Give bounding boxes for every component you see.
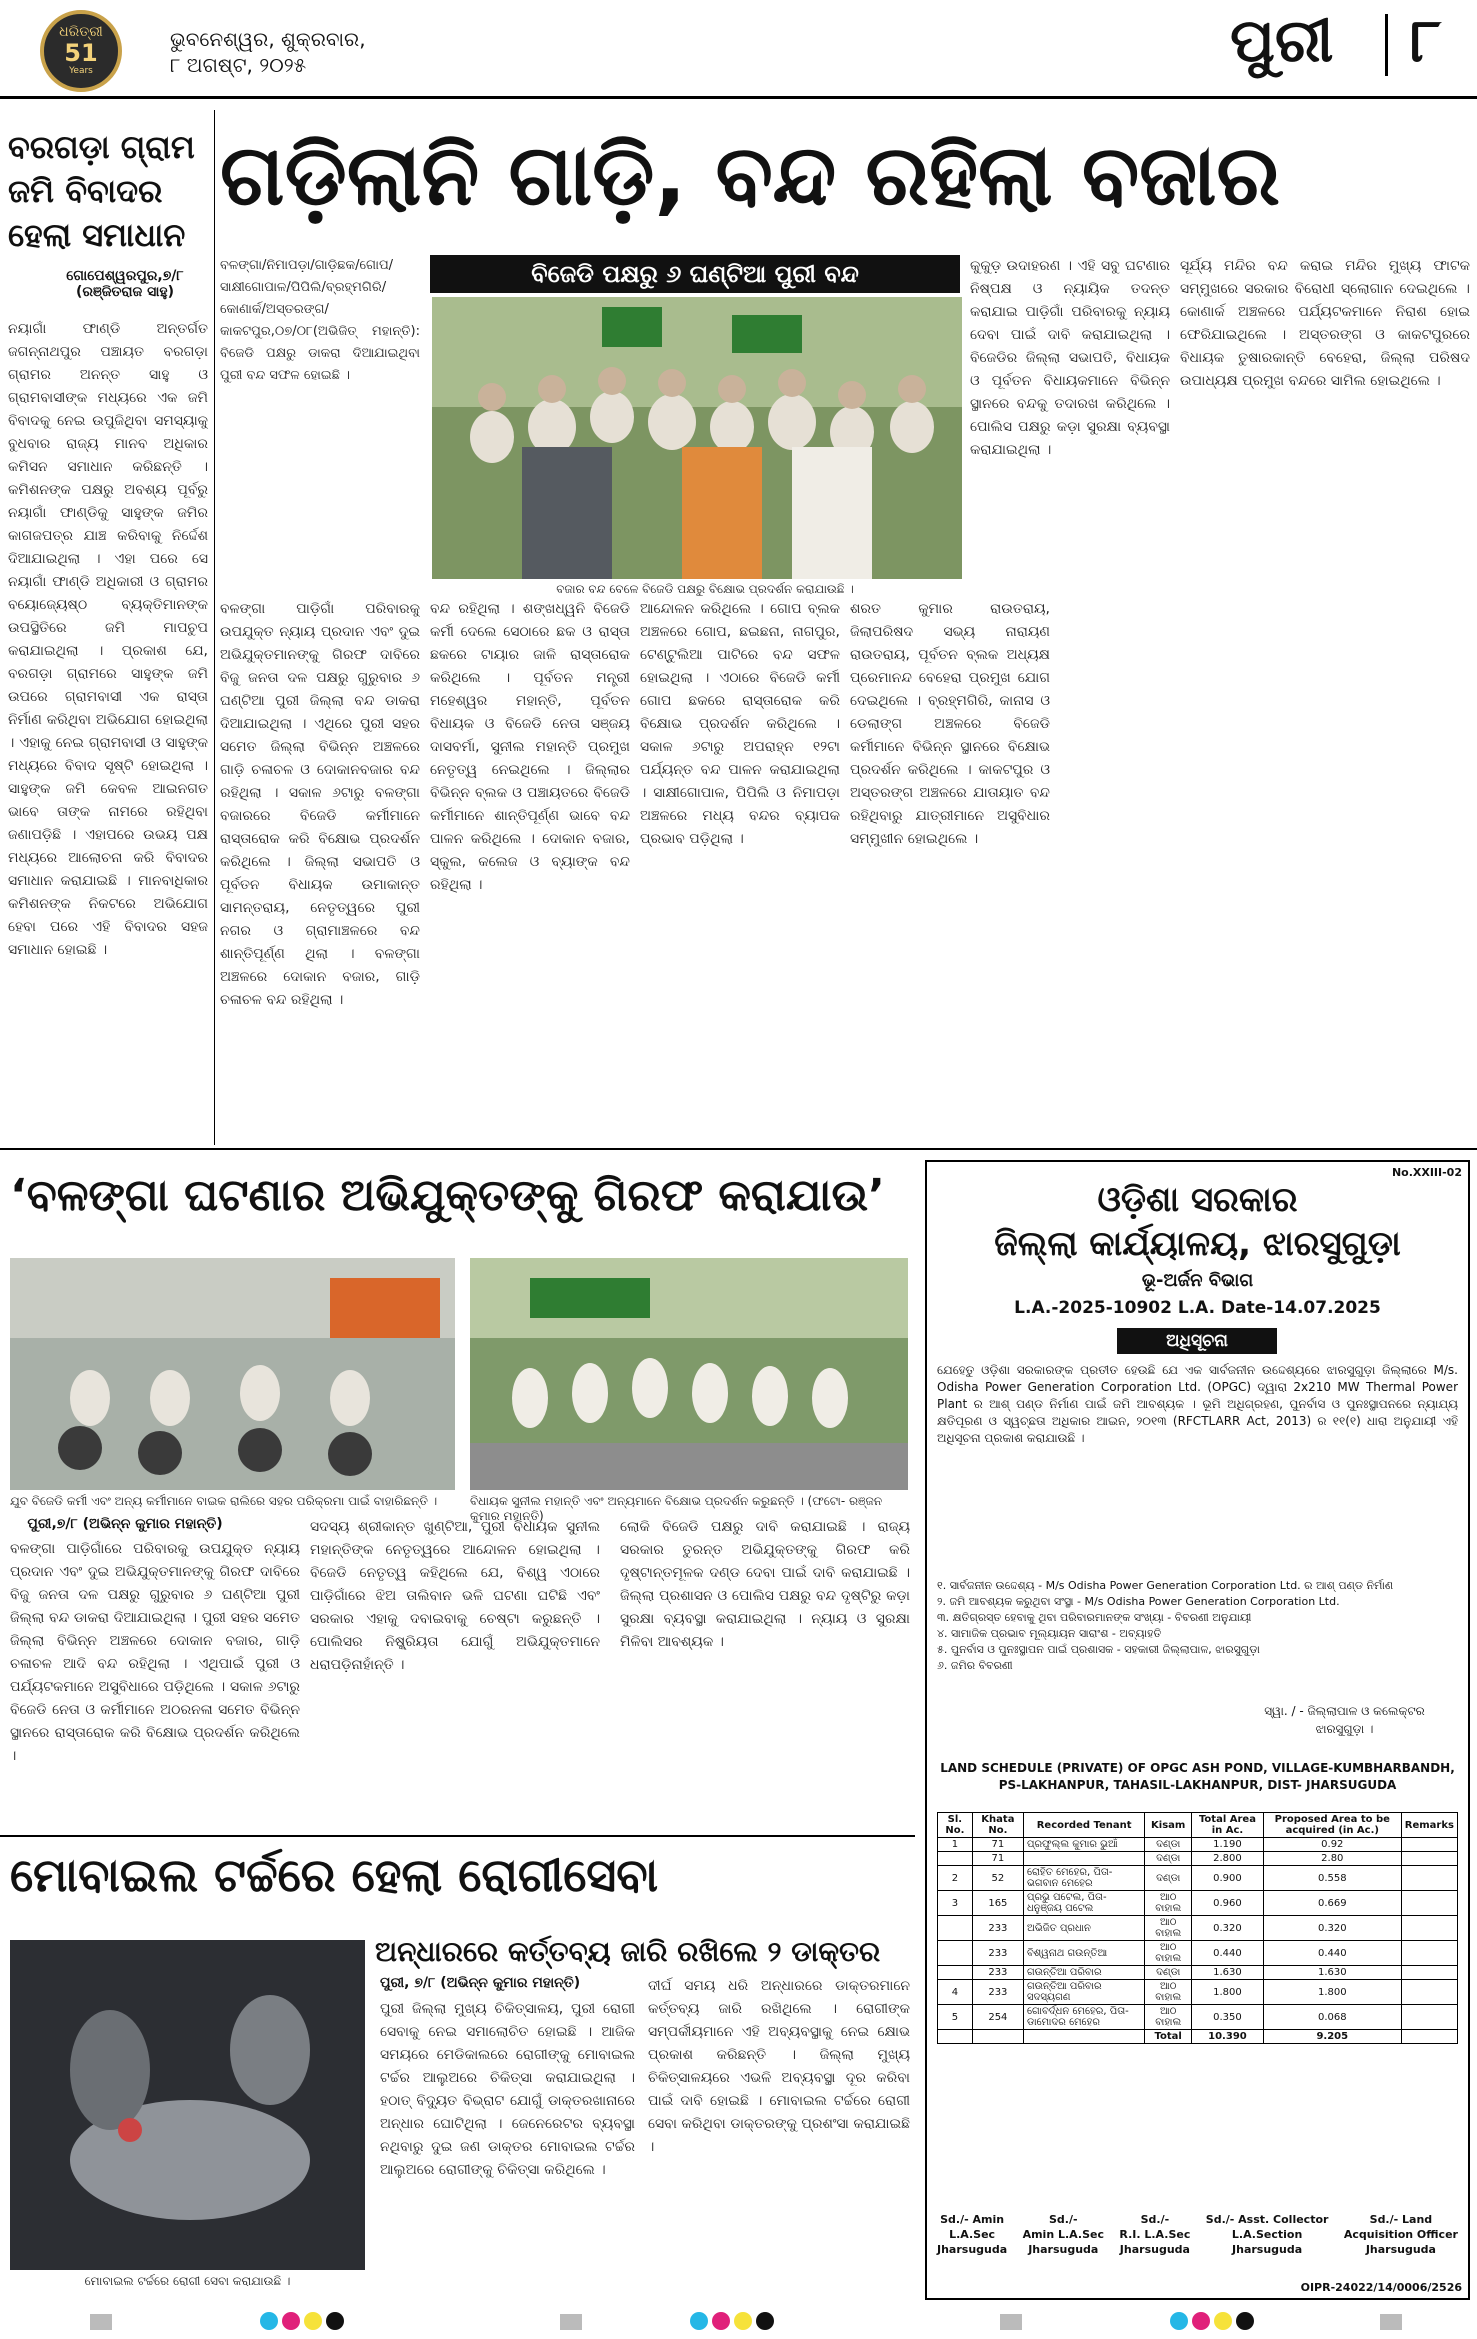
yellow-mark bbox=[304, 2312, 322, 2330]
torch-photo bbox=[10, 1940, 365, 2270]
color-marks bbox=[1170, 2312, 1258, 2334]
print-marks bbox=[0, 2310, 1477, 2334]
col-header: Kisam bbox=[1145, 1813, 1192, 1838]
total-area: 10.390 bbox=[1192, 2030, 1264, 2044]
signatory-line: Sd./- Amin bbox=[940, 2213, 1005, 2226]
schedule-title: LAND SCHEDULE (PRIVATE) OF OPGC ASH POND, VILLAGE-KUMBHARBANDH, PS-LAKHANPUR, TAHASIL-LAKHANPUR, DIST- JHARSUGUDA bbox=[940, 1761, 1455, 1792]
table-cell bbox=[1401, 1916, 1457, 1941]
table-row bbox=[938, 1916, 1458, 1941]
table-cell: 3 bbox=[938, 1891, 973, 1916]
protest-scene bbox=[470, 1258, 908, 1490]
table-cell: ରୋହିତ ମେହେର, ପିତା- ଭଗବାନ ମେହେର bbox=[1023, 1866, 1144, 1891]
table-cell: 0.960 bbox=[1192, 1891, 1264, 1916]
magenta-mark bbox=[1192, 2312, 1210, 2330]
table-cell: ଗୋବର୍ଦ୍ଧନ ମେହେର, ପିତା- ଡାମୋଦର ମେହେର bbox=[1023, 2005, 1144, 2030]
ad-signature bbox=[1227, 1702, 1462, 1738]
table-cell: ଦଣ୍ଡା bbox=[1145, 1866, 1192, 1891]
ad-item: ୨. ଜମି ଆବଶ୍ୟକ କରୁଥିବା ସଂସ୍ଥା - M/s Odisha Power Generation Corporation Ltd. bbox=[937, 1595, 1340, 1608]
total-label: Total bbox=[1145, 2030, 1192, 2044]
column-rule bbox=[214, 110, 215, 1145]
table-cell: 233 bbox=[972, 1966, 1023, 1980]
table-cell bbox=[1401, 1866, 1457, 1891]
cyan-mark bbox=[1170, 2312, 1188, 2330]
masthead bbox=[0, 0, 1477, 96]
signatory-line: Jharsuguda bbox=[1028, 2243, 1099, 2256]
balanga-photo-left bbox=[10, 1258, 455, 1490]
table-cell bbox=[1401, 1852, 1457, 1866]
ad-item: ୬. ଜମିର ବିବରଣୀ bbox=[937, 1659, 1013, 1672]
table-row bbox=[938, 1980, 1458, 2005]
table-cell: 233 bbox=[972, 1916, 1023, 1941]
table-cell bbox=[1023, 1852, 1144, 1866]
table-cell: ଆଠ ବାହାଲ bbox=[1145, 2005, 1192, 2030]
balanga-photo-right bbox=[470, 1258, 908, 1490]
signatory-line: L.A.Section bbox=[1231, 2228, 1303, 2241]
torch-subhead: ଅନ୍ଧାରରେ କର୍ତ୍ତବ୍ୟ ଜାରି ରଖିଲେ ୨ ଡାକ୍ତର bbox=[375, 1935, 881, 1968]
table-cell: ଦଣ୍ଡା bbox=[1145, 1966, 1192, 1980]
signatories bbox=[937, 2212, 1458, 2257]
table-row bbox=[938, 1966, 1458, 1980]
yellow-mark bbox=[1214, 2312, 1232, 2330]
table-cell: 165 bbox=[972, 1891, 1023, 1916]
signatory-line: R.I. L.A.Sec bbox=[1119, 2228, 1191, 2241]
table-cell bbox=[938, 1916, 973, 1941]
ad-dept: ଭୂ-ଅର୍ଜନ ବିଭାଗ bbox=[1141, 1270, 1254, 1291]
color-marks bbox=[260, 2312, 348, 2334]
ad-sign-name: ସ୍ୱା. / - ଜିଲ୍ଲାପାଳ ଓ କଲେକ୍ଟର bbox=[1264, 1704, 1425, 1718]
date-line-2: ୮ ଅଗଷ୍ଟ, ୨୦୨୫ bbox=[170, 53, 307, 77]
table-cell: ବିଶ୍ୱନାଥ ଗଉନ୍ତିଆ bbox=[1023, 1941, 1144, 1966]
table-cell: ଦଣ୍ଡା bbox=[1145, 1838, 1192, 1852]
ad-code: No.XXIII-02 bbox=[1391, 1166, 1462, 1179]
lead-intro: ବଳଙ୍ଗା/ନିମାପଡ଼ା/ଗାଡ଼ିଛକ/ଗୋପ/ସାକ୍ଷୀଗୋପାଳ/ପିପିଲି/ବ୍ରହ୍ମଗିରି/କୋଣାର୍କ/ଅସ୍ତରଙ୍ଗ/କାକଟପୁର,୦୭/୦୮(ଅଭିଜିତ୍ ମହାନ୍ତି): ବିଜେଡି ପକ୍ଷରୁ ଡାକରା ଦିଆଯାଇଥିବା ପୁରୀ ବନ୍ଦ ସଫଳ ହୋଇଛି । bbox=[220, 258, 420, 383]
yellow-mark bbox=[734, 2312, 752, 2330]
table-cell: ପ୍ରଭୁ ପଟେଲ, ପିତା- ଧନୁଞ୍ଜୟ ପଟେଲ bbox=[1023, 1891, 1144, 1916]
table-cell: 0.558 bbox=[1263, 1866, 1401, 1891]
lead-headline: ଗଡ଼ିଲାନି ଗାଡ଼ି, ବନ୍ଦ ରହିଲା ବଜାର bbox=[220, 126, 1281, 224]
table-cell: 52 bbox=[972, 1866, 1023, 1891]
total-proposed: 9.205 bbox=[1263, 2030, 1401, 2044]
table-cell: 1.630 bbox=[1263, 1966, 1401, 1980]
table-cell: ଆଠ ବାହାଲ bbox=[1145, 1916, 1192, 1941]
table-cell: 2.800 bbox=[1192, 1852, 1264, 1866]
signatory bbox=[1206, 2212, 1329, 2257]
logo-years-label: Years bbox=[69, 66, 93, 76]
black-mark bbox=[326, 2312, 344, 2330]
black-mark bbox=[756, 2312, 774, 2330]
torch-byline: ପୁରୀ, ୭/୮ (ଅଭିନ୍ନ କୁମାର ମହାନ୍ତି) bbox=[380, 1975, 581, 1991]
section-title: ପୁରୀ bbox=[1230, 6, 1334, 76]
land-schedule-table bbox=[937, 1812, 1458, 2044]
black-mark bbox=[1236, 2312, 1254, 2330]
left-story-byline: ଗୋପେଶ୍ୱରପୁର,୭/୮ (ରଞ୍ଜିତରାଜ ସାହୁ) bbox=[66, 268, 184, 300]
col-header: Proposed Area to be acquired (in Ac.) bbox=[1263, 1813, 1401, 1838]
hospital-scene bbox=[10, 1940, 365, 2270]
signatory bbox=[1023, 2212, 1104, 2257]
col-header: Total Area in Ac. bbox=[1192, 1813, 1264, 1838]
gray-bar bbox=[1380, 2314, 1402, 2330]
signatory-line: Jharsuguda bbox=[1119, 2243, 1190, 2256]
lead-col-5: କୁକୁଡ଼ ଉଦାହରଣ । ଏହି ସବୁ ଘଟଣାର ନିଷ୍ପକ୍ଷ ଓ ନ୍ୟାୟିକ ତଦନ୍ତ କରାଯାଇ ପାଡ଼ିଗାଁ ପରିବାରକୁ ନ୍ୟାୟ ଦେବା ପାଇଁ ଦାବି କରାଯାଇଥିଲା । ବିଜେଡିର ଜିଲ୍ଲା ସଭାପତି, ବିଧାୟକ ଓ ପୂର୍ବତନ ବିଧାୟକମାନେ ବିଭିନ୍ନ ସ୍ଥାନରେ ବନ୍ଦକୁ ତଦାରଖ କରିଥିଲେ । ପୋଲିସ ପକ୍ଷରୁ କଡ଼ା ସୁରକ୍ଷା ବ୍ୟବସ୍ଥା କରାଯାଇଥିଲା । bbox=[970, 258, 1170, 458]
ad-ref: L.A.-2025-10902 L.A. Date-14.07.2025 bbox=[1014, 1298, 1381, 1318]
signatory bbox=[1344, 2212, 1458, 2257]
table-cell: ଦଣ୍ଡା bbox=[1145, 1852, 1192, 1866]
table-cell bbox=[1401, 1891, 1457, 1916]
color-marks bbox=[690, 2312, 778, 2334]
signatory-line: Sd./- Asst. Collector bbox=[1205, 2213, 1329, 2226]
table-cell: 0.669 bbox=[1263, 1891, 1401, 1916]
ad-govt: ଓଡ଼ିଶା ସରକାର bbox=[1097, 1180, 1298, 1220]
table-row bbox=[938, 1838, 1458, 1852]
col-header: Sl. No. bbox=[938, 1813, 973, 1838]
land-schedule bbox=[937, 1812, 1458, 2044]
ad-item: ୩. କ୍ଷତିଗ୍ରସ୍ତ ହେବାକୁ ଥିବା ପରିବାରମାନଙ୍କ ସଂଖ୍ୟା - ବିବରଣୀ ଅନୁଯାୟୀ bbox=[937, 1611, 1252, 1624]
table-cell: ଆଠ ବାହାଲ bbox=[1145, 1980, 1192, 2005]
table-cell: 1 bbox=[938, 1838, 973, 1852]
ad-notice-label: ଅଧିସୂଚନା bbox=[1117, 1328, 1277, 1354]
balanga-headline: ‘ବଳଙ୍ଗା ଘଟଣାର ଅଭିଯୁକ୍ତଙ୍କୁ ଗିରଫ କରାଯାଉ’ bbox=[10, 1170, 885, 1221]
torch-col-1: ପୁରୀ ଜିଲ୍ଲା ମୁଖ୍ୟ ଚିକିତ୍ସାଳୟ, ପୁରୀ ରୋଗୀ ସେବାକୁ ନେଇ ସମାଲୋଚିତ ହୋଇଛି । ଆଜିକ ସମୟରେ ମେଡିକାଲରେ ରୋଗୀଙ୍କୁ ମୋବାଇଲ ଟର୍ଚ୍ଚର ଆଲୁଅରେ ଚିକିତ୍ସା କରାଯାଇଥିଲା । ହଠାତ୍ ବିଦ୍ୟୁତ ବିଭ୍ରାଟ ଯୋଗୁଁ ଡାକ୍ତରଖାନାରେ ଅନ୍ଧାର ଘୋଟିଥିଲା । ଜେନେରେଟର ବ୍ୟବସ୍ଥା ନଥିବାରୁ ଦୁଇ ଜଣ ଡାକ୍ତର ମୋବାଇଲ ଟର୍ଚ୍ଚର ଆଲୁଅରେ ରୋଗୀଙ୍କୁ ଚିକିତ୍ସା କରିଥିଲେ । bbox=[380, 2001, 635, 2178]
table-cell: 71 bbox=[972, 1852, 1023, 1866]
lead-col-1: ବଳଙ୍ଗା ପାଡ଼ିଗାଁ ପରିବାରକୁ ଉପଯୁକ୍ତ ନ୍ୟାୟ ପ୍ରଦାନ ଏବଂ ଦୁଇ ଅଭିଯୁକ୍ତମାନଙ୍କୁ ଗିରଫ ଦାବିରେ ବିଜୁ ଜନତା ଦଳ ପକ୍ଷରୁ ଗୁରୁବାର ୬ ଘଣ୍ଟିଆ ପୁରୀ ଜିଲ୍ଲା ବନ୍ଦ ଡାକରା ଦିଆଯାଇଥିଲା । ଏଥିରେ ପୁରୀ ସହର ସମେତ ଜିଲ୍ଲା ବିଭିନ୍ନ ଅଞ୍ଚଳରେ ଗାଡ଼ି ଚଳାଚଳ ଓ ଦୋକାନବଜାର ବନ୍ଦ ରହିଥିଲା । ସକାଳ ୬ଟାରୁ ବଳଙ୍ଗା ବଜାରରେ ବିଜେଡି କର୍ମୀମାନେ ରାସ୍ତାରୋକ କରି ବିକ୍ଷୋଭ ପ୍ରଦର୍ଶନ କରିଥିଲେ । ଜିଲ୍ଲା ସଭାପତି ଓ ପୂର୍ବତନ ବିଧାୟକ ଉମାକାନ୍ତ ସାମନ୍ତରାୟ, ନେତୃତ୍ୱରେ ପୁରୀ ନଗର ଓ ଗ୍ରାମାଞ୍ଚଳରେ ବନ୍ଦ ଶାନ୍ତିପୂର୍ଣ୍ଣ ଥିଲା । ବଳଙ୍ଗା ଅଞ୍ଚଳରେ ଦୋକାନ ବଜାର, ଗାଡ଼ି ଚଳାଚଳ ବନ୍ଦ ରହିଥିଲା । bbox=[220, 601, 420, 1008]
table-cell: 0.350 bbox=[1192, 2005, 1264, 2030]
lead-band: ବିଜେଡି ପକ୍ଷରୁ ୬ ଘଣ୍ଟିଆ ପୁରୀ ବନ୍ଦ bbox=[430, 255, 960, 293]
signatory-line: Amin L.A.Sec bbox=[1022, 2228, 1104, 2241]
signatory bbox=[937, 2212, 1007, 2257]
table-cell: 71 bbox=[972, 1838, 1023, 1852]
table-cell bbox=[938, 1852, 973, 1866]
table-cell: 0.92 bbox=[1263, 1838, 1401, 1852]
signatory-line: Jharsuguda bbox=[937, 2243, 1008, 2256]
signatory bbox=[1119, 2212, 1190, 2257]
table-cell bbox=[1401, 1941, 1457, 1966]
table-cell: 0.900 bbox=[1192, 1866, 1264, 1891]
table-row bbox=[938, 2005, 1458, 2030]
table-cell: 0.440 bbox=[1192, 1941, 1264, 1966]
col-header: Remarks bbox=[1401, 1813, 1457, 1838]
table-cell: 2 bbox=[938, 1866, 973, 1891]
table-row bbox=[938, 1941, 1458, 1966]
table-cell: ଆଠ ବାହାଲ bbox=[1145, 1891, 1192, 1916]
table-cell: 1.800 bbox=[1263, 1980, 1401, 2005]
table-cell bbox=[1401, 2005, 1457, 2030]
table-cell bbox=[938, 1941, 973, 1966]
table-cell: 5 bbox=[938, 2005, 973, 2030]
section-rule-2 bbox=[0, 1835, 915, 1837]
balanga-col-3: ଲୋକି ବିଜେଡି ପକ୍ଷରୁ ଦାବି କରାଯାଇଛି । ରାଜ୍ୟ ସରକାର ତୁରନ୍ତ ଅଭିଯୁକ୍ତଙ୍କୁ ଗିରଫ କରି ଦୃଷ୍ଟାନ୍ତମୂଳକ ଦଣ୍ଡ ଦେବା ପାଇଁ ଦାବି କରାଯାଇଛି । ଜିଲ୍ଲା ପ୍ରଶାସନ ଓ ପୋଲିସ ପକ୍ଷରୁ ବନ୍ଦ ଦୃଷ୍ଟିରୁ କଡ଼ା ସୁରକ୍ଷା ବ୍ୟବସ୍ଥା କରାଯାଇଥିଲା । ନ୍ୟାୟ ଓ ସୁରକ୍ଷା ମିଳିବା ଆବଶ୍ୟକ । bbox=[620, 1519, 910, 1650]
page-number: ୮ bbox=[1410, 6, 1442, 76]
table-cell: 0.320 bbox=[1192, 1916, 1264, 1941]
table-cell: ଆଠ ବାହାଲ bbox=[1145, 1941, 1192, 1966]
lead-col-4: ଶରତ କୁମାର ରାଉତରାୟ, ଜିଲାପରିଷଦ ସଭ୍ୟ ନାରାୟଣ ରାଉତରାୟ, ପୂର୍ବତନ ବ୍ଲକ ଅଧ୍ୟକ୍ଷ ପ୍ରେମାନନ୍ଦ ବେହେରା ପ୍ରମୁଖ ଯୋଗ ଦେଇଥିଲେ । ବ୍ରହ୍ମଗିରି, କାନାସ ଓ ଡେଲାଙ୍ଗ ଅଞ୍ଚଳରେ ବିଜେଡି କର୍ମୀମାନେ ବିଭିନ୍ନ ସ୍ଥାନରେ ବିକ୍ଷୋଭ ପ୍ରଦର୍ଶନ କରିଥିଲେ । କାକଟପୁର ଓ ଅସ୍ତରଙ୍ଗ ଅଞ୍ଚଳରେ ଯାତାୟାତ ବନ୍ଦ ରହିଥିବାରୁ ଯାତ୍ରୀମାନେ ଅସୁବିଧାର ସମ୍ମୁଖୀନ ହୋଇଥିଲେ । bbox=[850, 601, 1050, 847]
lead-photo-scene bbox=[432, 297, 962, 579]
lead-col-2: ବନ୍ଦ ରହିଥିଲା । ଶଙ୍ଖଧ୍ୱନି ବିଜେଡି କର୍ମୀ ଦେଲେ ସେଠାରେ ଛକ ଓ ରାସ୍ତା ଛକରେ ଟାୟାର ଜାଳି ରାସ୍ତାରୋକ କରିଥିଲେ । ପୂର୍ବତନ ମନ୍ତ୍ରୀ ମହେଶ୍ୱର ମହାନ୍ତି, ପୂର୍ବତନ ବିଧାୟକ ଓ ବିଜେଡି ନେତା ସଞ୍ଜୟ ଦାସବର୍ମା, ସୁନୀଲ ମହାନ୍ତି ପ୍ରମୁଖ ନେତୃତ୍ୱ ନେଇଥିଲେ । ଜିଲ୍ଲାର ବିଭିନ୍ନ ବ୍ଲକ ଓ ପଞ୍ଚାୟତରେ ବିଜେଡି କର୍ମୀମାନେ ଶାନ୍ତିପୂର୍ଣ୍ଣ ଭାବେ ବନ୍ଦ ପାଳନ କରିଥିଲେ । ଦୋକାନ ବଜାର, ସ୍କୁଲ, କଲେଜ ଓ ବ୍ୟାଙ୍କ ବନ୍ଦ ରହିଥିଲା । bbox=[430, 601, 630, 893]
torch-headline: ମୋବାଇଲ ଟର୍ଚ୍ଚରେ ହେଲା ରୋଗୀସେବା bbox=[10, 1848, 659, 1902]
balanga-caption-left: ଯୁବ ବିଜେଡି କର୍ମୀ ଏବଂ ଅନ୍ୟ କର୍ମୀମାନେ ବାଇକ ରାଲିରେ ସହର ପରିକ୍ରମା ପାଇଁ ବାହାରିଛନ୍ତି । bbox=[10, 1494, 438, 1508]
lead-photo-caption: ବଜାର ବନ୍ଦ ବେଳେ ବିଜେଡି ପକ୍ଷରୁ ବିକ୍ଷୋଭ ପ୍ରଦର୍ଶନ କରାଯାଉଛି । bbox=[556, 582, 854, 596]
ad-item: ୫. ପୁନର୍ବାସ ଓ ପୁନଃସ୍ଥାପନ ପାଇଁ ପ୍ରଶାସକ - ସହକାରୀ ଜିଲ୍ଲାପାଳ, ଝାରସୁଗୁଡ଼ା bbox=[937, 1643, 1260, 1656]
signatory-line: L.A.Sec bbox=[949, 2228, 996, 2241]
magenta-mark bbox=[282, 2312, 300, 2330]
signatory-line: Jharsuguda bbox=[1365, 2243, 1436, 2256]
table-cell: 2.80 bbox=[1263, 1852, 1401, 1866]
torch-photo-caption: ମୋବାଇଲ ଟର୍ଚ୍ଚରେ ରୋଗୀ ସେବା କରାଯାଉଛି । bbox=[84, 2274, 291, 2288]
gray-bar bbox=[90, 2314, 112, 2330]
table-cell: ଗଉନ୍ତିଆ ପରିବାର ସଦସ୍ୟଗଣ bbox=[1023, 1980, 1144, 2005]
signatory-line: Sd./- bbox=[1049, 2213, 1078, 2226]
table-cell: 4 bbox=[938, 1980, 973, 2005]
table-row bbox=[938, 1866, 1458, 1891]
dateline bbox=[170, 26, 366, 78]
signatory-line: Acquisition Officer bbox=[1343, 2228, 1458, 2241]
logo-years: 51 bbox=[64, 39, 98, 67]
gray-bar bbox=[1000, 2314, 1022, 2330]
table-cell bbox=[938, 1966, 973, 1980]
table-cell: ଗଉନ୍ତିଆ ପରିବାର bbox=[1023, 1966, 1144, 1980]
cyan-mark bbox=[260, 2312, 278, 2330]
signatory-line: Sd./- bbox=[1140, 2213, 1170, 2226]
signatory-line: Jharsuguda bbox=[1232, 2243, 1303, 2256]
col-header: Khata No. bbox=[972, 1813, 1023, 1838]
ad-paragraph: ଯେହେତୁ ଓଡ଼ିଶା ସରକାରଙ୍କ ପ୍ରତୀତ ହେଉଛି ଯେ ଏକ ସାର୍ବଜନୀନ ଉଦ୍ଦେଶ୍ୟରେ ଝାରସୁଗୁଡ଼ା ଜିଲ୍ଲାରେ M/s. Odisha Power Generation Corporation Ltd. (OPGC) ଦ୍ୱାରା 2x210 MW Thermal Power Plant ର ଆଶ୍ ପଣ୍ଡ ନିର୍ମାଣ ପାଇଁ ଜମି ଆବଶ୍ୟକ । ଭୂମି ଅଧିଗ୍ରହଣ, ପୁନର୍ବାସ ଓ ପୁନଃସ୍ଥାପନରେ ନ୍ୟାଯ୍ୟ କ୍ଷତିପୂରଣ ଓ ସ୍ୱଚ୍ଛତା ଅଧିକାର ଆଇନ, ୨୦୧୩ (RFCTLARR Act, 2013) ର ୧୧(୧) ଧାରା ଅନୁଯାୟୀ ଏହି ଅଧିସୂଚନା ପ୍ରକାଶ କରାଯାଉଛି । bbox=[937, 1363, 1458, 1445]
logo bbox=[40, 10, 122, 92]
magenta-mark bbox=[712, 2312, 730, 2330]
table-cell bbox=[1401, 1838, 1457, 1852]
lead-col-6: ସୂର୍ଯ୍ୟ ମନ୍ଦିର ବନ୍ଦ କରାଇ ମନ୍ଦିର ମୁଖ୍ୟ ଫାଟକ ସମ୍ମୁଖରେ ସରକାର ବିରୋଧୀ ସ୍ଲୋଗାନ ଦେଇଥିଲେ । କୋଣାର୍କ ଅଞ୍ଚଳରେ ପର୍ଯ୍ୟଟକମାନେ ନିରାଶ ହୋଇ ଫେରିଯାଇଥିଲେ । ଅସ୍ତରଙ୍ଗ ଓ କାକଟପୁରରେ ବିଧାୟକ ତୁଷାରକାନ୍ତି ବେହେରା, ଜିଲ୍ଲା ପରିଷଦ ଉପାଧ୍ୟକ୍ଷ ପ୍ରମୁଖ ବନ୍ଦରେ ସାମିଲ ହୋଇଥିଲେ । bbox=[1180, 258, 1470, 389]
lead-photo bbox=[432, 297, 962, 579]
gray-bar bbox=[560, 2314, 582, 2330]
balanga-col-2: ସଦସ୍ୟ ଶ୍ରୀକାନ୍ତ ଖୁଣ୍ଟିଆ, ପୁରୀ ବିଧାୟକ ସୁନୀଲ ମହାନ୍ତିଙ୍କ ନେତୃତ୍ୱରେ ଆନ୍ଦୋଳନ ହୋଇଥିଲା । ବିଜେଡି ନେତୃତ୍ୱ କହିଥିଲେ ଯେ, ବିଶ୍ୱ ଏଠାରେ ପାଡ଼ିଗାଁରେ ଝିଅ ତାଲିବାନ ଭଳି ଘଟଣା ଘଟିଛି ଏବଂ ସରକାର ଏହାକୁ ଦବାଇବାକୁ ଚେଷ୍ଟା କରୁଛନ୍ତି । ପୋଲିସର ନିଷ୍କ୍ରିୟତା ଯୋଗୁଁ ଅଭିଯୁକ୍ତମାନେ ଧରାପଡ଼ିନାହାଁନ୍ତି । bbox=[310, 1519, 600, 1673]
ad-item: ୪. ସାମାଜିକ ପ୍ରଭାବ ମୂଲ୍ୟାୟନ ସାରାଂଶ - ଅବ୍ୟାହତି bbox=[937, 1627, 1162, 1640]
cyan-mark bbox=[690, 2312, 708, 2330]
lead-col-3: ଆନ୍ଦୋଳନ କରିଥିଲେ । ଗୋପ ବ୍ଲକ ଅଞ୍ଚଳରେ ଗୋପ, ଛଇଛନା, ନାଗପୁର, ଟେଣ୍ଟୁଲିଆ ପାଟିରେ ବନ୍ଦ ସଫଳ ହୋଇଥିଲା । ଏଠାରେ ବିଜେଡି କର୍ମୀ ଗୋପ ଛକରେ ରାସ୍ତାରୋକ କରି ବିକ୍ଷୋଭ ପ୍ରଦର୍ଶନ କରିଥିଲେ । ସକାଳ ୬ଟାରୁ ଅପରାହ୍ନ ୧୨ଟା ପର୍ଯ୍ୟନ୍ତ ବନ୍ଦ ପାଳନ କରାଯାଇଥିଲା । ସାକ୍ଷୀଗୋପାଳ, ପିପିଲି ଓ ନିମାପଡ଼ା ଅଞ୍ଚଳରେ ମଧ୍ୟ ବନ୍ଦର ବ୍ୟାପକ ପ୍ରଭାବ ପଡ଼ିଥିଲା । bbox=[640, 601, 840, 847]
table-cell: 233 bbox=[972, 1980, 1023, 2005]
table-cell: 0.068 bbox=[1263, 2005, 1401, 2030]
ad-items bbox=[937, 1578, 1458, 1674]
table-cell bbox=[1401, 1966, 1457, 1980]
date-line-1: ଭୁବନେଶ୍ୱର, ଶୁକ୍ରବାର, bbox=[170, 27, 366, 51]
section-divider bbox=[1385, 14, 1388, 76]
table-cell: ଅଭିଜିତ ପ୍ରଧାନ bbox=[1023, 1916, 1144, 1941]
table-row bbox=[938, 1852, 1458, 1866]
table-cell: ପ୍ରଫୁଲ୍ଲ କୁମାର ଭୁଆଁ bbox=[1023, 1838, 1144, 1852]
ad-office: ଜିଲ୍ଲା କାର୍ଯ୍ୟାଳୟ, ଝାରସୁଗୁଡ଼ା bbox=[994, 1224, 1401, 1264]
signatory-line: Sd./- Land bbox=[1369, 2213, 1433, 2226]
ad-oipr: OIPR-24022/14/0006/2526 bbox=[1300, 2281, 1462, 2294]
govt-notice-ad bbox=[925, 1160, 1470, 2300]
table-cell: 1.630 bbox=[1192, 1966, 1264, 1980]
table-cell: 1.800 bbox=[1192, 1980, 1264, 2005]
logo-name: ଧରିତ୍ରୀ bbox=[59, 24, 103, 40]
table-cell: 0.440 bbox=[1263, 1941, 1401, 1966]
ad-item: ୧. ସାର୍ବଜନୀନ ଉଦ୍ଦେଶ୍ୟ - M/s Odisha Power Generation Corporation Ltd. ର ଆଶ୍ ପଣ୍ଡ ନିର୍ମାଣ bbox=[937, 1579, 1394, 1592]
left-story-headline: ବରଗଡ଼ା ଗ୍ରାମ ଜମି ବିବାଦର ହେଲା ସମାଧାନ bbox=[8, 128, 195, 254]
table-cell bbox=[1401, 1980, 1457, 2005]
balanga-byline: ପୁରୀ,୭/୮ (ଅଭିନ୍ନ କୁମାର ମହାନ୍ତି) bbox=[27, 1516, 223, 1532]
table-cell: 1.190 bbox=[1192, 1838, 1264, 1852]
ad-sign-place: ଝାରସୁଗୁଡ଼ା । bbox=[1315, 1722, 1374, 1736]
left-story-body: ନୟାଗାଁ ଫାଣ୍ଡି ଅନ୍ତର୍ଗତ ଜଗନ୍ନାଥପୁର ପଞ୍ଚାୟତ ବରଗଡ଼ା ଗ୍ରାମର ଅନନ୍ତ ସାହୁ ଓ ଗ୍ରାମବାସୀଙ୍କ ମଧ୍ୟରେ ଏକ ଜମି ବିବାଦକୁ ନେଇ ଉପୁଜିଥିବା ସମସ୍ୟାକୁ ବୁଧବାର ରାଜ୍ୟ ମାନବ ଅଧିକାର କମିସନ ସମାଧାନ କରିଛନ୍ତି । କମିଶନଙ୍କ ପକ୍ଷରୁ ଅବଶ୍ୟ ପୂର୍ବରୁ ନୟାଗାଁ ଫାଣ୍ଡିକୁ ସାହୁଙ୍କ ଜମିର କାଗଜପତ୍ର ଯାଞ୍ଚ କରିବାକୁ ନିର୍ଦ୍ଦେଶ ଦିଆଯାଇଥିଲା । ଏହା ପରେ ସେ ନୟାଗାଁ ଫାଣ୍ଡି ଅଧିକାରୀ ଓ ଗ୍ରାମର ବୟୋଜ୍ୟେଷ୍ଠ ବ୍ୟକ୍ତିମାନଙ୍କ ଉପସ୍ଥିତିରେ ଜମି ମାପଚୁପ କରାଯାଇଥିଲା । ପ୍ରକାଶ ଯେ, ବରଗଡ଼ା ଗ୍ରାମରେ ସାହୁଙ୍କ ଜମି ଉପରେ ଗ୍ରାମବାସୀ ଏକ ରାସ୍ତା ନିର୍ମାଣ କରିଥିବା ଅଭିଯୋଗ ହୋଇଥିଲା । ଏହାକୁ ନେଇ ଗ୍ରାମବାସୀ ଓ ସାହୁଙ୍କ ମଧ୍ୟରେ ବିବାଦ ସୃଷ୍ଟି ହୋଇଥିଲା । ସାହୁଙ୍କ ଜମି କେବଳ ଆଇନଗତ ଭାବେ ତାଙ୍କ ନାମରେ ରହିଥିବା ଜଣାପଡ଼ିଛି । ଏହାପରେ ଉଭୟ ପକ୍ଷ ମଧ୍ୟରେ ଆଲୋଚନା କରି ବିବାଦର ସମାଧାନ କରାଯାଇଛି । ମାନବାଧିକାର କମିଶନଙ୍କ ନିକଟରେ ଅଭିଯୋଗ ହେବା ପରେ ଏହି ବିବାଦର ସହଜ ସମାଧାନ ହୋଇଛି । bbox=[8, 321, 208, 958]
table-cell: 254 bbox=[972, 2005, 1023, 2030]
balanga-caption-right: ବିଧାୟକ ସୁନୀଲ ମହାନ୍ତି ଏବଂ ଅନ୍ୟମାନେ ବିକ୍ଷୋଭ ପ୍ରଦର୍ଶନ କରୁଛନ୍ତି । (ଫଟୋ- ରଞ୍ଜନ କୁମାର ମହାନ୍ତି) bbox=[470, 1494, 883, 1523]
section-rule bbox=[0, 1148, 1477, 1150]
col-header: Recorded Tenant bbox=[1023, 1813, 1144, 1838]
table-cell: 233 bbox=[972, 1941, 1023, 1966]
masthead-rule bbox=[0, 96, 1477, 99]
torch-col-2: ଦୀର୍ଘ ସମୟ ଧରି ଅନ୍ଧାରରେ ଡାକ୍ତରମାନେ କର୍ତ୍ତବ୍ୟ ଜାରି ରଖିଥିଲେ । ରୋଗୀଙ୍କ ସମ୍ପର୍କୀୟମାନେ ଏହି ଅବ୍ୟବସ୍ଥାକୁ ନେଇ କ୍ଷୋଭ ପ୍ରକାଶ କରିଛନ୍ତି । ଜିଲ୍ଲା ମୁଖ୍ୟ ଚିକିତ୍ସାଳୟରେ ଏଭଳି ଅବ୍ୟବସ୍ଥା ଦୂର କରିବା ପାଇଁ ଦାବି ହୋଇଛି । ମୋବାଇଲ ଟର୍ଚ୍ଚରେ ରୋଗୀ ସେବା କରିଥିବା ଡାକ୍ତରଙ୍କୁ ପ୍ରଶଂସା କରାଯାଇଛି । bbox=[648, 1978, 910, 2155]
table-cell: 0.320 bbox=[1263, 1916, 1401, 1941]
table-row bbox=[938, 1891, 1458, 1916]
bike-rally-scene bbox=[10, 1258, 455, 1490]
balanga-col-1: ବଳଙ୍ଗା ପାଡ଼ିଗାଁରେ ପରିବାରକୁ ଉପଯୁକ୍ତ ନ୍ୟାୟ ପ୍ରଦାନ ଏବଂ ଦୁଇ ଅଭିଯୁକ୍ତମାନଙ୍କୁ ଗିରଫ ଦାବିରେ ବିଜୁ ଜନତା ଦଳ ପକ୍ଷରୁ ଗୁରୁବାର ୬ ଘଣ୍ଟିଆ ପୁରୀ ଜିଲ୍ଲା ବନ୍ଦ ଡାକରା ଦିଆଯାଇଥିଲା । ପୁରୀ ସହର ସମେତ ଜିଲ୍ଲା ବିଭିନ୍ନ ଅଞ୍ଚଳରେ ଦୋକାନ ବଜାର, ଗାଡ଼ି ଚଳାଚଳ ଆଦି ବନ୍ଦ ରହିଥିଲା । ଏଥିପାଇଁ ପୁରୀ ଓ ପର୍ଯ୍ୟଟକମାନେ ଅସୁବିଧାରେ ପଡ଼ିଥିଲେ । ସକାଳ ୬ଟାରୁ ବିଜେଡି ନେତା ଓ କର୍ମୀମାନେ ଅଠରନଳା ସମେତ ବିଭିନ୍ନ ସ୍ଥାନରେ ରାସ୍ତାରୋକ କରି ବିକ୍ଷୋଭ ପ୍ରଦର୍ଶନ କରିଥିଲେ । bbox=[10, 1541, 300, 1764]
